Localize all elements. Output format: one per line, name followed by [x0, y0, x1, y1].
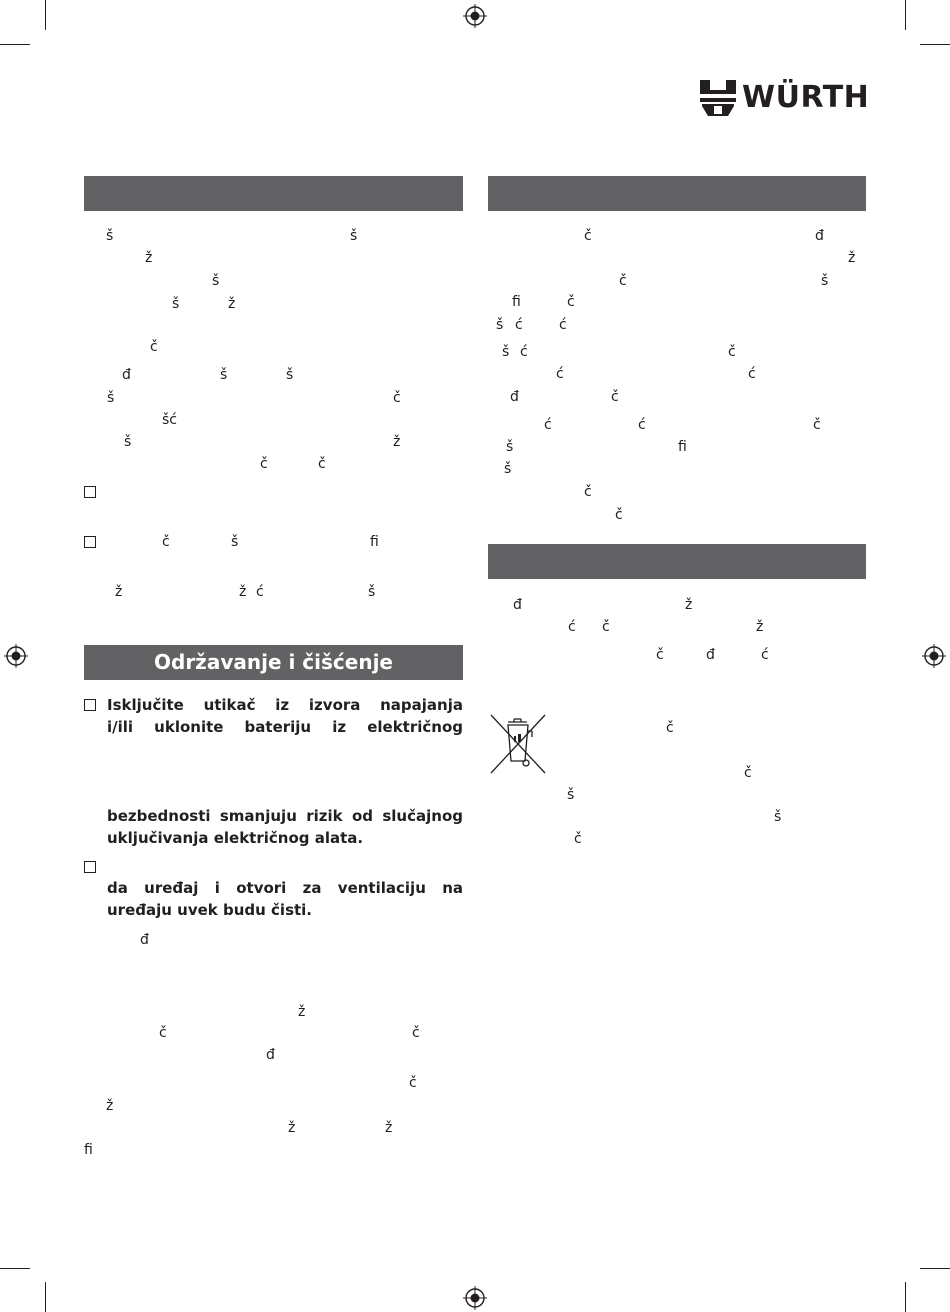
text-fragment: č: [656, 647, 664, 663]
text-fragment: đ: [140, 932, 149, 948]
text-fragment: č: [584, 484, 592, 500]
text-fragment: ﬁ: [512, 294, 521, 310]
text-fragment: č: [574, 831, 582, 847]
text-fragment: š: [286, 367, 294, 383]
text-fragment: č: [619, 273, 627, 289]
text-fragment: ć: [638, 417, 646, 433]
text-fragment: č: [150, 339, 158, 355]
text-fragment: ć: [556, 366, 564, 382]
text-fragment: š: [567, 787, 575, 803]
maintenance-item1-line2: i/ili uklonite bateriju iz električnog: [107, 718, 463, 736]
text-fragment: č: [602, 619, 610, 635]
text-fragment: č: [744, 765, 752, 781]
text-fragment: ć: [568, 619, 576, 635]
maintenance-item1-line4: uključivanja električnog alata.: [107, 829, 364, 847]
text-fragment: š: [106, 228, 114, 244]
text-fragment: č: [813, 417, 821, 433]
registration-mark-icon: [463, 4, 487, 28]
section-header-bar: [84, 176, 463, 211]
maintenance-item2-line1: da uređaj i otvori za ventilaciju na: [107, 879, 463, 897]
crop-mark-tr-v: [905, 0, 906, 30]
registration-mark-icon: [922, 644, 946, 668]
registration-mark-icon: [4, 644, 28, 668]
text-fragment: č: [318, 456, 326, 472]
text-fragment: š: [172, 296, 180, 312]
crop-mark-br-h: [920, 1268, 950, 1269]
text-fragment: š: [368, 584, 376, 600]
text-fragment: ć: [520, 344, 528, 360]
text-fragment: ž: [685, 597, 693, 613]
text-fragment: ž: [288, 1120, 296, 1136]
text-fragment: š: [504, 461, 512, 477]
text-fragment: ž: [756, 619, 764, 635]
crossed-out-wheelie-bin-icon: [488, 713, 548, 775]
text-fragment: š: [774, 809, 782, 825]
text-fragment: ž: [393, 434, 401, 450]
text-fragment: ž: [298, 1004, 306, 1020]
text-fragment: š: [502, 344, 510, 360]
bullet-checkbox: [84, 861, 96, 873]
text-fragment: ž: [145, 250, 153, 266]
text-fragment: ć: [256, 584, 264, 600]
text-fragment: ž: [228, 296, 236, 312]
bullet-checkbox: [84, 536, 96, 548]
text-fragment: ć: [748, 366, 756, 382]
text-fragment: đ: [513, 597, 522, 613]
text-fragment: ﬁ: [370, 534, 379, 550]
crop-mark-tl-v: [45, 0, 46, 30]
wurth-emblem-icon: [700, 80, 736, 116]
text-fragment: š: [496, 317, 504, 333]
text-fragment: đ: [706, 647, 715, 663]
text-fragment: č: [666, 720, 674, 736]
text-fragment: ž: [848, 250, 856, 266]
crop-mark-bl-v: [45, 1282, 46, 1312]
text-fragment: č: [409, 1075, 417, 1091]
section-header-bar: [488, 176, 866, 211]
text-fragment: ž: [385, 1120, 393, 1136]
text-fragment: šć: [162, 412, 177, 428]
text-fragment: đ: [266, 1047, 275, 1063]
text-fragment: š: [506, 439, 514, 455]
text-fragment: š: [220, 367, 228, 383]
text-fragment: ž: [106, 1098, 114, 1114]
text-fragment: ž: [115, 584, 123, 600]
text-fragment: ć: [761, 647, 769, 663]
text-fragment: ﬁ: [84, 1142, 93, 1158]
bullet-checkbox: [84, 486, 96, 498]
text-fragment: č: [611, 389, 619, 405]
text-fragment: š: [212, 273, 220, 289]
crop-mark-br-v: [905, 1282, 906, 1312]
text-fragment: ć: [515, 317, 523, 333]
section-header-bar: [488, 544, 866, 579]
text-fragment: đ: [122, 367, 131, 383]
text-fragment: č: [393, 390, 401, 406]
maintenance-item1-line1: Isključite utikač iz izvora napajanja: [107, 696, 463, 714]
text-fragment: č: [584, 228, 592, 244]
text-fragment: č: [260, 456, 268, 472]
text-fragment: č: [162, 534, 170, 550]
bullet-checkbox: [84, 699, 96, 711]
section-title-maintenance: Održavanje i čišćenje: [84, 645, 463, 680]
crop-mark-tr-h: [920, 44, 950, 45]
text-fragment: đ: [510, 389, 519, 405]
text-fragment: ž: [239, 584, 247, 600]
maintenance-item2-line2: uređaju uvek budu čisti.: [107, 901, 313, 919]
crop-mark-bl-h: [0, 1268, 30, 1269]
text-fragment: š: [107, 390, 115, 406]
text-fragment: š: [350, 228, 358, 244]
text-fragment: š: [231, 534, 239, 550]
text-fragment: ć: [544, 417, 552, 433]
text-fragment: ć: [559, 317, 567, 333]
maintenance-item1-line3: bezbednosti smanjuju rizik od slučajnog: [107, 807, 463, 825]
text-fragment: č: [567, 294, 575, 310]
text-fragment: č: [615, 507, 623, 523]
text-fragment: đ: [815, 228, 824, 244]
text-fragment: š: [124, 434, 132, 450]
text-fragment: č: [412, 1025, 420, 1041]
text-fragment: ﬁ: [678, 439, 687, 455]
text-fragment: č: [728, 344, 736, 360]
text-fragment: č: [159, 1025, 167, 1041]
crop-mark-tl-h: [0, 44, 30, 45]
text-fragment: š: [821, 273, 829, 289]
registration-mark-icon: [463, 1286, 487, 1310]
brand-logo: [700, 80, 868, 116]
brand-wordmark: WÜRTH: [742, 80, 870, 115]
